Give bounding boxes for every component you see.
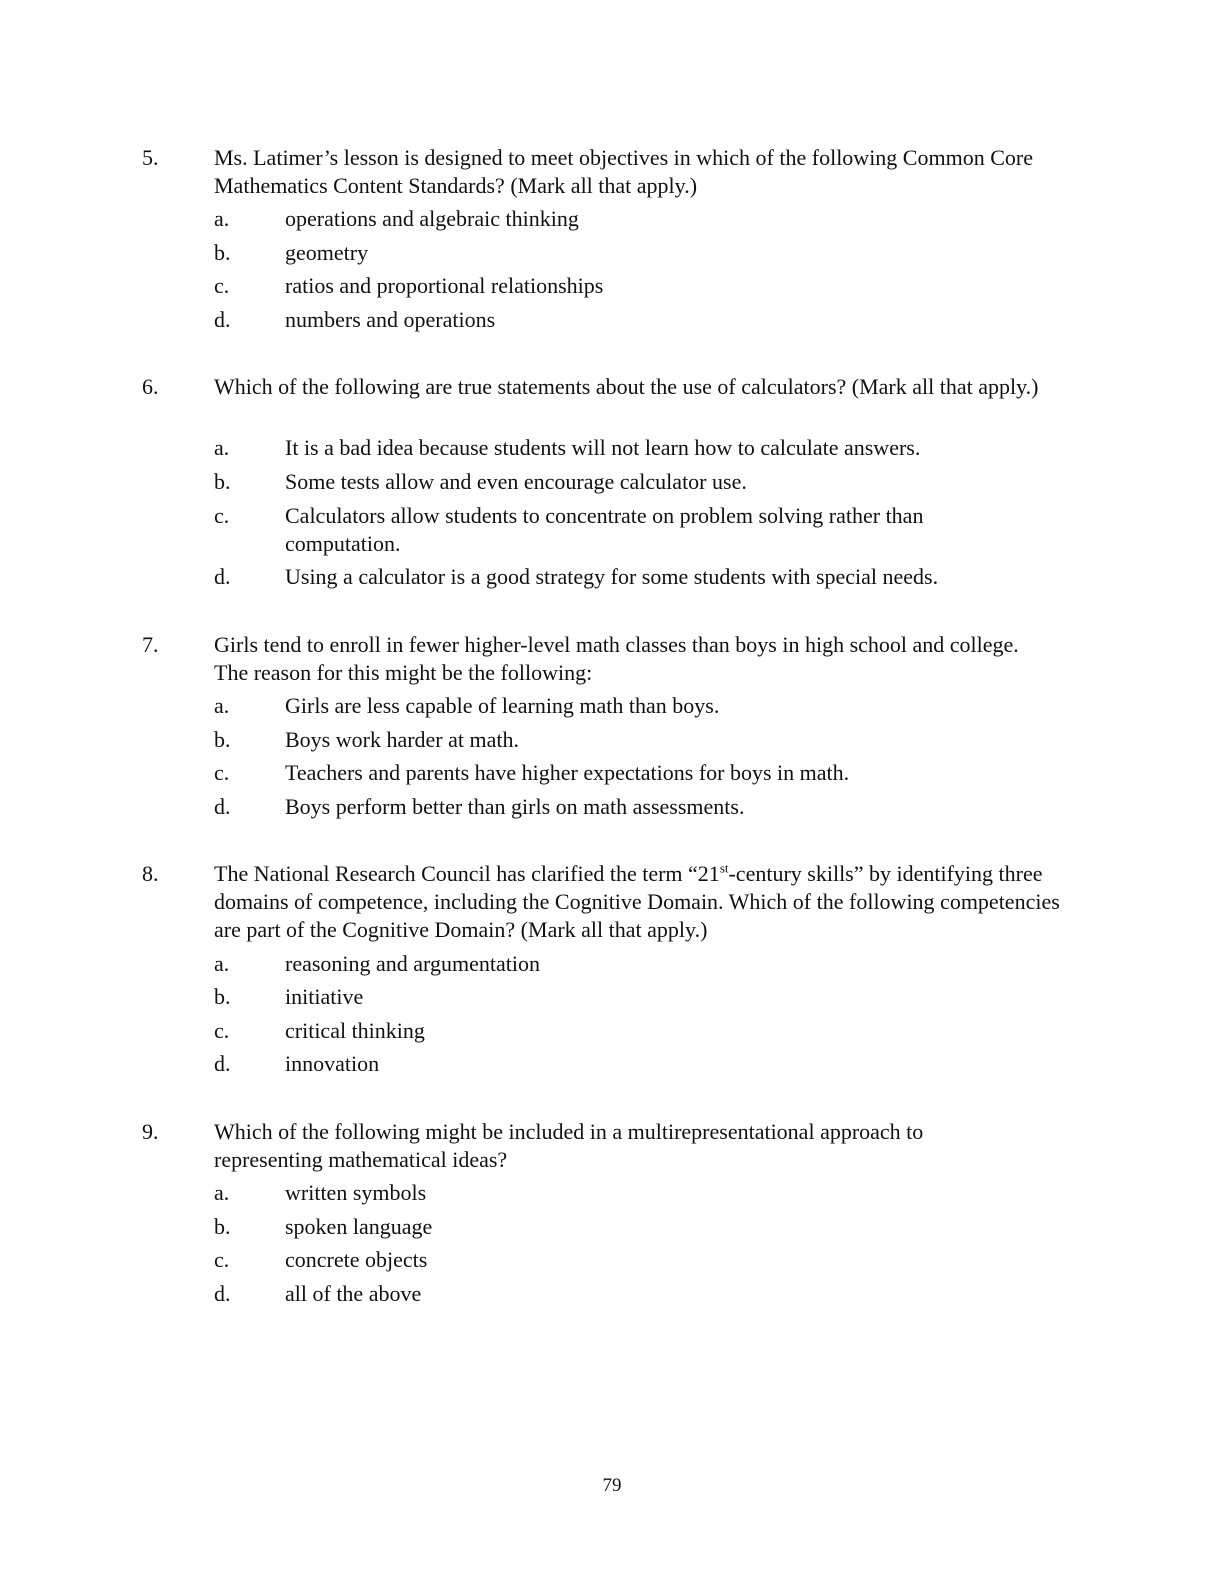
option-text: critical thinking: [285, 1018, 425, 1043]
option-letter: a.: [214, 951, 230, 976]
question-text: Which of the following might be included in a multirepresentational approach to representing mathematical ideas?: [214, 1119, 924, 1172]
question-number: 9.: [142, 1119, 159, 1144]
option-text: Boys work harder at math.: [285, 727, 519, 752]
option-text: Girls are less capable of learning math than boys.: [285, 693, 720, 718]
option-letter: c.: [214, 273, 230, 298]
question-text-part: The National Research Council has clarified the term “21: [214, 861, 720, 886]
option-letter: c.: [214, 1247, 230, 1272]
option-text: innovation: [285, 1051, 380, 1076]
page-number: 79: [602, 1475, 622, 1496]
option-letter: b.: [214, 1214, 231, 1239]
question-number: 5.: [142, 145, 159, 170]
option-letter: b.: [214, 469, 231, 494]
option-text: Calculators allow students to concentrate on problem solving rather than computation.: [285, 503, 924, 556]
question-number: 7.: [142, 632, 159, 657]
option-text: Some tests allow and even encourage calculator use.: [285, 469, 747, 494]
question-text: Ms. Latimer’s lesson is designed to meet objectives in which of the following Common Core Mathematics Content Standards? (Mark all that apply.): [214, 145, 1033, 198]
option-text: ratios and proportional relationships: [285, 273, 604, 298]
option-letter: c.: [214, 1018, 230, 1043]
option-letter: c.: [214, 503, 230, 528]
option-letter: a.: [214, 1180, 230, 1205]
question-number: 6.: [142, 374, 159, 399]
question-text: Girls tend to enroll in fewer higher-level math classes than boys in high school and college. The reason for this might be the following:: [214, 632, 1019, 685]
question-text-part: -century skills” by identifying three domains of competence, including the Cognitive Domain. Which of the following competencies are part of the Cognitive Domain? (Mark all that apply.): [214, 861, 1060, 942]
option-text: reasoning and argumentation: [285, 951, 540, 976]
question-number: 8.: [142, 861, 159, 886]
question-text: [214, 860, 1064, 944]
option-text: geometry: [285, 240, 369, 265]
option-text: all of the above: [285, 1281, 422, 1306]
option-text: concrete objects: [285, 1247, 428, 1272]
option-text: It is a bad idea because students will not learn how to calculate answers.: [285, 435, 921, 460]
question-text: Which of the following are true statements about the use of calculators? (Mark all that apply.): [214, 374, 1039, 399]
option-text: Teachers and parents have higher expectations for boys in math.: [285, 760, 850, 785]
option-letter: a.: [214, 693, 230, 718]
option-letter: d.: [214, 307, 231, 332]
option-letter: d.: [214, 1051, 231, 1076]
option-text: numbers and operations: [285, 307, 496, 332]
option-letter: a.: [214, 435, 230, 460]
option-text: Using a calculator is a good strategy for some students with special needs.: [285, 564, 939, 589]
option-letter: b.: [214, 984, 231, 1009]
option-letter: d.: [214, 1281, 231, 1306]
option-letter: d.: [214, 794, 231, 819]
option-letter: b.: [214, 727, 231, 752]
option-text: Boys perform better than girls on math assessments.: [285, 794, 745, 819]
option-text: operations and algebraic thinking: [285, 206, 579, 231]
option-letter: b.: [214, 240, 231, 265]
option-letter: c.: [214, 760, 230, 785]
option-text: spoken language: [285, 1214, 433, 1239]
option-text: initiative: [285, 984, 364, 1009]
superscript: st: [719, 860, 729, 876]
option-letter: d.: [214, 564, 231, 589]
option-letter: a.: [214, 206, 230, 231]
option-text: written symbols: [285, 1180, 427, 1205]
